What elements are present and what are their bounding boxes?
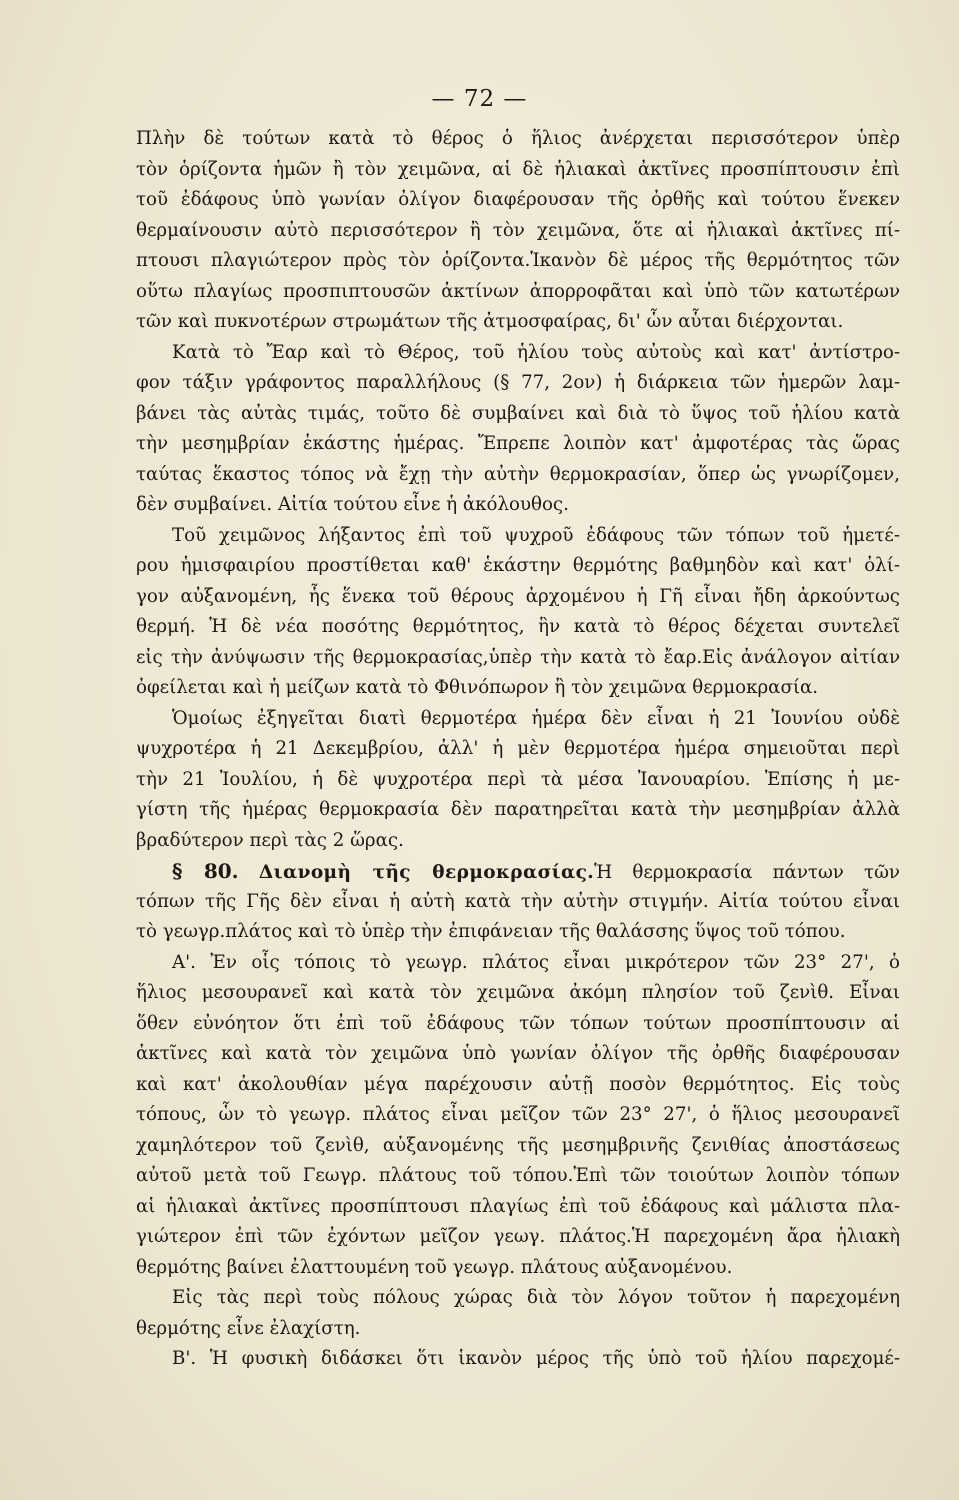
- text-line: ταύτας ἕκαστος τόπος νὰ ἔχῃ τὴν αὐτὴν θερμοκρασίαν, ὅπερ ὡς γνωρίζομεν,: [136, 463, 900, 485]
- text-line: γίστη τῆς ἡμέρας θερμοκρασία δὲν παρατηρεῖται κατὰ τὴν μεσημβρίαν ἀλλὰ: [136, 799, 900, 820]
- text-line: οὕτω πλαγίως προσπιπτουσῶν ἀκτίνων ἀπορροφᾶται καὶ ὑπὸ τῶν κατωτέρων: [136, 280, 900, 302]
- text-line: Β'. Ἡ φυσικὴ διδάσκει ὅτι ἱκανὸν μέρος τῆς ὑπὸ τοῦ ἡλίου παρεχομέ-: [172, 1348, 900, 1369]
- text-line: ψυχροτέρα ἡ 21 Δεκεμβρίου, ἀλλ' ἡ μὲν θερμοτέρα ἡμέρα σημειοῦται περὶ: [136, 738, 900, 759]
- text-line: Ὁμοίως ἐξηγεῖται διατὶ θερμοτέρα ἡμέρα δὲν εἶναι ἡ 21 Ἰουνίου οὐδὲ: [172, 707, 900, 729]
- section-number: § 80.: [172, 859, 239, 883]
- text-line: τὴν μεσημβρίαν ἑκάστης ἡμέρας. Ἔπρεπε λοιπὸν κατ' ἀμφοτέρας τὰς ὥρας: [136, 433, 900, 454]
- text-line: πτουσι πλαγιώτερον πρὸς τὸν ὁρίζοντα.Ἱκανὸν δὲ μέρος τῆς θερμότητος τῶν: [136, 250, 900, 271]
- body-text: [136, 124, 900, 1375]
- text-line: βραδύτερον περὶ τὰς 2 ὥρας.: [136, 829, 404, 851]
- text-line: θερμότης εἶνε ἐλαχίστη.: [136, 1317, 361, 1339]
- page-number: — 72 —: [431, 86, 528, 112]
- text-line: αὐτοῦ μετὰ τοῦ Γεωγρ. πλάτους τοῦ τόπου.Ἐπὶ τῶν τοιούτων λοιπὸν τόπων: [136, 1165, 900, 1186]
- section-heading-line: [136, 856, 900, 887]
- section-first-line: Ἡ θερμοκρασία πάντων τῶν: [594, 862, 900, 883]
- text-line: Α'. Ἐν οἷς τόποις τὸ γεωγρ. πλάτος εἶναι μικρότερον τῶν 23° 27', ὁ: [172, 951, 900, 973]
- text-line: τοῦ ἐδάφους ὑπὸ γωνίαν ὀλίγον διαφέρουσαν τῆς ὀρθῆς καὶ τούτου ἕνεκεν: [136, 189, 900, 210]
- text-line: βάνει τὰς αὐτὰς τιμάς, τοῦτο δὲ συμβαίνει καὶ διὰ τὸ ὕψος τοῦ ἡλίου κατὰ: [136, 402, 900, 424]
- text-line: τὸν ὁρίζοντα ἡμῶν ἢ τὸν χειμῶνα, αἱ δὲ ἡλιακαὶ ἀκτῖνες προσπίπτουσιν ἐπὶ: [136, 158, 900, 180]
- text-line: καὶ κατ' ἀκολουθίαν μέγα παρέχουσιν αὐτῇ ποσὸν θερμότητος. Εἰς τοὺς: [136, 1073, 900, 1095]
- text-line: θερμαίνουσιν αὐτὸ περισσότερον ἢ τὸν χειμῶνα, ὅτε αἱ ἡλιακαὶ ἀκτῖνες πί-: [136, 219, 900, 241]
- text-line: Εἰς τὰς περὶ τοὺς πόλους χώρας διὰ τὸν λόγον τοῦτον ἡ παρεχομένη: [172, 1287, 900, 1308]
- text-line: γον αὐξανομένη, ἧς ἕνεκα τοῦ θέρους ἀρχομένου ἡ Γῆ εἶναι ἤδη ἀρκούντως: [136, 585, 900, 607]
- text-line: Κατὰ τὸ Ἔαρ καὶ τὸ Θέρος, τοῦ ἡλίου τοὺς αὐτοὺς καὶ κατ' ἀντίστρο-: [172, 341, 900, 363]
- text-line: δὲν συμβαίνει. Αἰτία τούτου εἶνε ἡ ἀκόλουθος.: [136, 494, 569, 515]
- text-line: ὀφείλεται καὶ ἡ μείζων κατὰ τὸ Φθινόπωρον ἢ τὸν χειμῶνα θερμοκρασία.: [136, 677, 819, 698]
- text-line: ρου ἡμισφαιρίου προστίθεται καθ' ἑκάστην θερμότης βαθμηδὸν καὶ κατ' ὀλί-: [136, 555, 900, 576]
- text-line: Πλὴν δὲ τούτων κατὰ τὸ θέρος ὁ ἥλιος ἀνέρχεται περισσότερον ὑπὲρ: [136, 128, 900, 149]
- text-line: εἰς τὴν ἀνύψωσιν τῆς θερμοκρασίας,ὑπὲρ τὴν κατὰ τὸ ἔαρ.Εἰς ἀνάλογον αἰτίαν: [136, 646, 900, 668]
- text-line: τὴν 21 Ἰουλίου, ἡ δὲ ψυχροτέρα περὶ τὰ μέσα Ἰανουαρίου. Ἐπίσης ἡ με-: [136, 768, 900, 790]
- text-line: ἀκτῖνες καὶ κατὰ τὸν χειμῶνα ὑπὸ γωνίαν ὀλίγον τῆς ὀρθῆς διαφέρουσαν: [136, 1043, 900, 1064]
- text-line: θερμή. Ἡ δὲ νέα ποσότης θερμότητος, ἣν κατὰ τὸ θέρος δέχεται συντελεῖ: [136, 616, 900, 637]
- section-title: Διανομὴ τῆς θερμοκρασίας.: [258, 862, 595, 883]
- text-line: Τοῦ χειμῶνος λήξαντος ἐπὶ τοῦ ψυχροῦ ἐδάφους τῶν τόπων τοῦ ἡμετέ-: [172, 524, 900, 546]
- text-line: τόπων τῆς Γῆς δὲν εἶναι ἡ αὐτὴ κατὰ τὴν αὐτὴν στιγμήν. Αἰτία τούτου εἶναι: [136, 890, 900, 912]
- text-line: αἱ ἡλιακαὶ ἀκτῖνες προσπίπτουσι πλαγίως ἐπὶ τοῦ ἐδάφους καὶ μάλιστα πλα-: [136, 1195, 900, 1217]
- text-line: φον τάξιν γράφοντος παραλλήλους (§ 77, 2ον) ἡ διάρκεια τῶν ἡμερῶν λαμ-: [136, 372, 900, 393]
- text-line: θερμότης βαίνει ἐλαττουμένη τοῦ γεωγρ. πλάτους αὐξανομένου.: [136, 1256, 733, 1278]
- text-line: τὸ γεωγρ.πλάτος καὶ τὸ ὑπὲρ τὴν ἐπιφάνειαν τῆς θαλάσσης ὕψος τοῦ τόπου.: [136, 921, 846, 942]
- text-line: χαμηλότερον τοῦ ζενὶθ, αὐξανομένης τῆς μεσημβρινῆς ζενιθίας ἀποστάσεως: [136, 1134, 900, 1156]
- text-line: ὅθεν εὐνόητον ὅτι ἐπὶ τοῦ ἐδάφους τῶν τόπων τούτων προσπίπτουσιν αἱ: [136, 1012, 900, 1034]
- text-line: τῶν καὶ πυκνοτέρων στρωμάτων τῆς ἀτμοσφαίρας, δι' ὧν αὗται διέρχονται.: [136, 311, 844, 332]
- text-line: τόπους, ὧν τὸ γεωγρ. πλάτος εἶναι μεῖζον τῶν 23° 27', ὁ ἥλιος μεσουρανεῖ: [136, 1104, 900, 1125]
- text-line: γιώτερον ἐπὶ τῶν ἐχόντων μεῖζον γεωγ. πλάτος.Ἡ παρεχομένη ἄρα ἡλιακὴ: [136, 1226, 900, 1247]
- text-line: ἥλιος μεσουρανεῖ καὶ κατὰ τὸν χειμῶνα ἀκόμη πλησίον τοῦ ζενὶθ. Εἶναι: [136, 982, 900, 1003]
